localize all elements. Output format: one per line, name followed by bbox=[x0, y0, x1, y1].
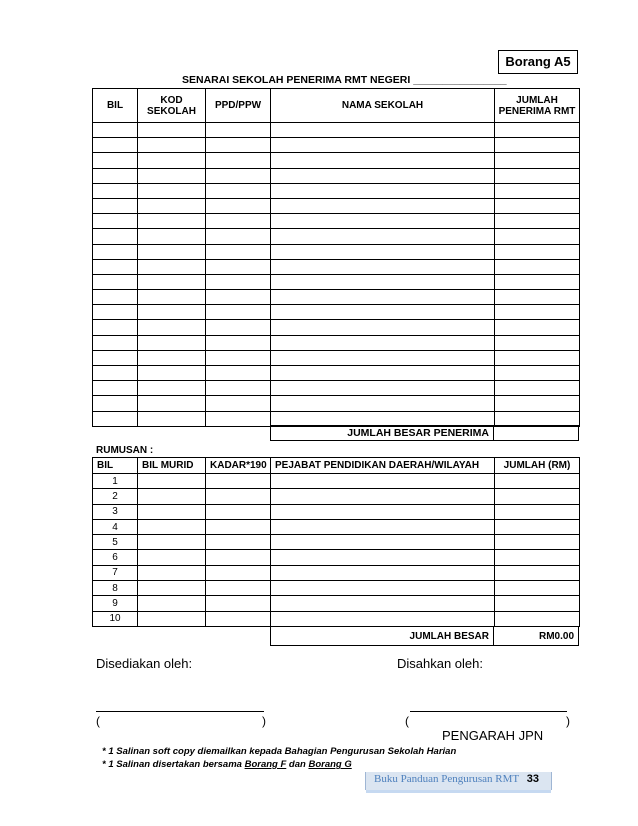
summary-cell bbox=[495, 550, 580, 565]
table-cell bbox=[138, 411, 206, 426]
table-cell bbox=[93, 229, 138, 244]
table-row bbox=[93, 366, 580, 381]
table-cell bbox=[271, 335, 495, 350]
grand-total-amount-value: RM0.00 bbox=[538, 631, 574, 642]
table-row bbox=[93, 123, 580, 138]
summary-cell bbox=[495, 489, 580, 504]
summary-row bbox=[93, 489, 580, 504]
summary-row-number: 3 bbox=[93, 504, 138, 519]
table-cell bbox=[138, 123, 206, 138]
summary-cell bbox=[138, 611, 206, 626]
summary-cell bbox=[271, 519, 495, 534]
table-cell bbox=[93, 259, 138, 274]
summary-cell bbox=[495, 596, 580, 611]
col-header-bil: BIL bbox=[93, 89, 138, 123]
table-cell bbox=[495, 396, 580, 411]
table-row bbox=[93, 183, 580, 198]
table-cell bbox=[138, 350, 206, 365]
col-header-jumlah-penerima: JUMLAH PENERIMA RMT bbox=[495, 89, 580, 123]
table-cell bbox=[93, 396, 138, 411]
table-cell bbox=[206, 198, 271, 213]
table-cell bbox=[138, 198, 206, 213]
table-cell bbox=[93, 168, 138, 183]
summary-cell bbox=[138, 504, 206, 519]
table-cell bbox=[271, 290, 495, 305]
page-title: SENARAI SEKOLAH PENERIMA RMT NEGERI ________________ bbox=[182, 74, 507, 86]
summary-row-number: 6 bbox=[93, 550, 138, 565]
table-header-row bbox=[93, 89, 580, 123]
table-cell bbox=[495, 335, 580, 350]
table-cell bbox=[206, 214, 271, 229]
table-cell bbox=[206, 183, 271, 198]
table-cell bbox=[206, 350, 271, 365]
table-cell bbox=[495, 381, 580, 396]
summary-cell bbox=[138, 489, 206, 504]
table-cell bbox=[93, 411, 138, 426]
summary-cell bbox=[271, 504, 495, 519]
table-cell bbox=[271, 138, 495, 153]
summary-title: RUMUSAN : bbox=[96, 445, 154, 456]
table-cell bbox=[495, 366, 580, 381]
footer-title: Buku Panduan Pengurusan RMT bbox=[374, 773, 520, 785]
table-row bbox=[93, 335, 580, 350]
summary-cell bbox=[271, 489, 495, 504]
summary-cell bbox=[495, 535, 580, 550]
summary-cell bbox=[495, 581, 580, 596]
table-row bbox=[93, 350, 580, 365]
summary-col-pejabat: PEJABAT PENDIDIKAN DAERAH/WILAYAH bbox=[271, 458, 495, 474]
summary-cell bbox=[271, 565, 495, 580]
table-cell bbox=[206, 274, 271, 289]
table-row bbox=[93, 274, 580, 289]
summary-table bbox=[92, 457, 580, 627]
table-cell bbox=[271, 214, 495, 229]
approved-by-open-paren: ( bbox=[405, 714, 409, 728]
table-cell bbox=[206, 320, 271, 335]
col-header-ppd: PPD/PPW bbox=[206, 89, 271, 123]
table-cell bbox=[138, 229, 206, 244]
summary-cell bbox=[206, 565, 271, 580]
table-cell bbox=[93, 244, 138, 259]
table-row bbox=[93, 381, 580, 396]
summary-col-bil: BIL bbox=[93, 458, 138, 474]
table-cell bbox=[138, 183, 206, 198]
note-attachment bbox=[102, 759, 352, 770]
summary-cell bbox=[206, 550, 271, 565]
table-cell bbox=[93, 214, 138, 229]
summary-cell bbox=[495, 474, 580, 489]
table-row bbox=[93, 396, 580, 411]
summary-row-number: 8 bbox=[93, 581, 138, 596]
table-row bbox=[93, 244, 580, 259]
grand-total-recipients bbox=[270, 425, 579, 441]
summary-cell bbox=[495, 519, 580, 534]
table-cell bbox=[495, 229, 580, 244]
table-cell bbox=[271, 350, 495, 365]
table-cell bbox=[93, 123, 138, 138]
summary-cell bbox=[206, 596, 271, 611]
table-cell bbox=[495, 198, 580, 213]
summary-cell bbox=[138, 596, 206, 611]
summary-cell bbox=[271, 596, 495, 611]
summary-row bbox=[93, 474, 580, 489]
table-cell bbox=[495, 168, 580, 183]
table-cell bbox=[93, 381, 138, 396]
table-cell bbox=[495, 259, 580, 274]
table-cell bbox=[93, 183, 138, 198]
approved-by-label: Disahkan oleh: bbox=[397, 656, 483, 671]
summary-row bbox=[93, 504, 580, 519]
summary-cell bbox=[206, 504, 271, 519]
table-cell bbox=[138, 214, 206, 229]
summary-cell bbox=[206, 474, 271, 489]
summary-row-number: 1 bbox=[93, 474, 138, 489]
table-cell bbox=[206, 305, 271, 320]
summary-cell bbox=[206, 489, 271, 504]
summary-row bbox=[93, 581, 580, 596]
summary-cell bbox=[138, 565, 206, 580]
summary-row-number: 7 bbox=[93, 565, 138, 580]
table-cell bbox=[206, 138, 271, 153]
footer-shadow bbox=[366, 790, 551, 793]
table-cell bbox=[138, 153, 206, 168]
summary-col-jumlah: JUMLAH (RM) bbox=[495, 458, 580, 474]
summary-cell bbox=[271, 535, 495, 550]
summary-cell bbox=[271, 474, 495, 489]
note-soft-copy: * 1 Salinan soft copy diemailkan kepada Bahagian Pengurusan Sekolah Harian bbox=[102, 746, 457, 757]
table-cell bbox=[495, 244, 580, 259]
table-cell bbox=[495, 350, 580, 365]
summary-row-number: 5 bbox=[93, 535, 138, 550]
table-cell bbox=[206, 396, 271, 411]
table-cell bbox=[271, 366, 495, 381]
prepared-by-close-paren: ) bbox=[262, 714, 266, 728]
table-cell bbox=[495, 123, 580, 138]
page-footer bbox=[365, 772, 552, 790]
summary-row bbox=[93, 565, 580, 580]
summary-col-bil-murid: BIL MURID bbox=[138, 458, 206, 474]
approved-by-signature-line bbox=[410, 711, 567, 712]
table-row bbox=[93, 320, 580, 335]
table-cell bbox=[206, 168, 271, 183]
grand-total-amount-label: JUMLAH BESAR bbox=[271, 627, 494, 645]
summary-row bbox=[93, 535, 580, 550]
table-cell bbox=[495, 153, 580, 168]
table-cell bbox=[138, 366, 206, 381]
table-row bbox=[93, 229, 580, 244]
table-cell bbox=[138, 274, 206, 289]
table-cell bbox=[138, 244, 206, 259]
table-cell bbox=[138, 290, 206, 305]
summary-cell bbox=[138, 550, 206, 565]
summary-row bbox=[93, 550, 580, 565]
col-header-kod-sekolah-label: KOD SEKOLAH bbox=[147, 94, 196, 117]
form-code-box: Borang A5 bbox=[498, 50, 578, 74]
school-list-body bbox=[93, 123, 580, 427]
table-cell bbox=[495, 290, 580, 305]
approver-title: PENGARAH JPN bbox=[442, 728, 544, 743]
table-row bbox=[93, 153, 580, 168]
table-cell bbox=[93, 198, 138, 213]
table-row bbox=[93, 168, 580, 183]
table-cell bbox=[93, 320, 138, 335]
table-cell bbox=[271, 274, 495, 289]
summary-cell bbox=[138, 581, 206, 596]
table-cell bbox=[271, 396, 495, 411]
table-cell bbox=[206, 335, 271, 350]
summary-row-number: 2 bbox=[93, 489, 138, 504]
table-cell bbox=[138, 259, 206, 274]
note-borang-f: Borang F bbox=[244, 759, 287, 770]
table-cell bbox=[271, 229, 495, 244]
summary-cell bbox=[271, 611, 495, 626]
table-cell bbox=[93, 290, 138, 305]
table-row bbox=[93, 198, 580, 213]
table-cell bbox=[206, 229, 271, 244]
table-cell bbox=[271, 244, 495, 259]
table-cell bbox=[206, 366, 271, 381]
table-cell bbox=[271, 411, 495, 426]
grand-total-amount bbox=[270, 626, 579, 646]
table-cell bbox=[271, 153, 495, 168]
table-row bbox=[93, 411, 580, 426]
table-cell bbox=[93, 153, 138, 168]
summary-cell bbox=[206, 611, 271, 626]
prepared-by-open-paren: ( bbox=[96, 714, 100, 728]
table-row bbox=[93, 138, 580, 153]
school-list-table bbox=[92, 88, 580, 427]
summary-row bbox=[93, 519, 580, 534]
col-header-kod-sekolah bbox=[138, 89, 206, 123]
summary-col-kadar: KADAR*190 bbox=[206, 458, 271, 474]
table-cell bbox=[138, 138, 206, 153]
table-cell bbox=[495, 305, 580, 320]
summary-cell bbox=[206, 519, 271, 534]
table-cell bbox=[206, 123, 271, 138]
table-cell bbox=[138, 396, 206, 411]
summary-cell bbox=[206, 581, 271, 596]
summary-row bbox=[93, 596, 580, 611]
approved-by-close-paren: ) bbox=[566, 714, 570, 728]
table-cell bbox=[93, 350, 138, 365]
note-borang-g: Borang G bbox=[308, 759, 352, 770]
table-cell bbox=[138, 168, 206, 183]
table-cell bbox=[271, 320, 495, 335]
table-cell bbox=[206, 290, 271, 305]
summary-row-number: 9 bbox=[93, 596, 138, 611]
note-attachment-prefix: * 1 Salinan disertakan bersama bbox=[102, 759, 245, 770]
summary-row bbox=[93, 611, 580, 626]
table-cell bbox=[93, 138, 138, 153]
summary-cell bbox=[271, 550, 495, 565]
table-cell bbox=[495, 320, 580, 335]
table-cell bbox=[271, 123, 495, 138]
summary-header-row bbox=[93, 458, 580, 474]
prepared-by-label: Disediakan oleh: bbox=[96, 656, 193, 671]
table-cell bbox=[271, 183, 495, 198]
table-cell bbox=[495, 411, 580, 426]
table-cell bbox=[138, 381, 206, 396]
table-cell bbox=[138, 305, 206, 320]
summary-cell bbox=[271, 581, 495, 596]
table-cell bbox=[206, 244, 271, 259]
table-cell bbox=[206, 381, 271, 396]
summary-row-number: 4 bbox=[93, 519, 138, 534]
summary-cell bbox=[495, 565, 580, 580]
prepared-by-signature-line bbox=[96, 711, 264, 712]
table-cell bbox=[271, 259, 495, 274]
table-cell bbox=[495, 138, 580, 153]
col-header-nama-sekolah: NAMA SEKOLAH bbox=[271, 89, 495, 123]
table-cell bbox=[495, 183, 580, 198]
table-cell bbox=[138, 335, 206, 350]
table-cell bbox=[93, 366, 138, 381]
summary-row-number: 10 bbox=[93, 611, 138, 626]
table-cell bbox=[271, 198, 495, 213]
summary-cell bbox=[138, 535, 206, 550]
table-cell bbox=[206, 411, 271, 426]
table-cell bbox=[271, 168, 495, 183]
page-number: 33 bbox=[526, 773, 539, 785]
table-cell bbox=[271, 305, 495, 320]
table-row bbox=[93, 305, 580, 320]
summary-cell bbox=[495, 611, 580, 626]
table-cell bbox=[271, 381, 495, 396]
table-cell bbox=[93, 335, 138, 350]
table-row bbox=[93, 214, 580, 229]
table-cell bbox=[138, 320, 206, 335]
table-cell bbox=[93, 274, 138, 289]
table-cell bbox=[495, 274, 580, 289]
table-cell bbox=[495, 214, 580, 229]
table-cell bbox=[206, 153, 271, 168]
table-row bbox=[93, 290, 580, 305]
summary-cell bbox=[206, 535, 271, 550]
grand-total-recipients-label: JUMLAH BESAR PENERIMA bbox=[271, 426, 494, 440]
table-row bbox=[93, 259, 580, 274]
table-cell bbox=[206, 259, 271, 274]
summary-cell bbox=[138, 519, 206, 534]
note-attachment-mid: dan bbox=[286, 759, 309, 770]
table-cell bbox=[93, 305, 138, 320]
summary-body bbox=[93, 474, 580, 627]
summary-cell bbox=[138, 474, 206, 489]
summary-cell bbox=[495, 504, 580, 519]
